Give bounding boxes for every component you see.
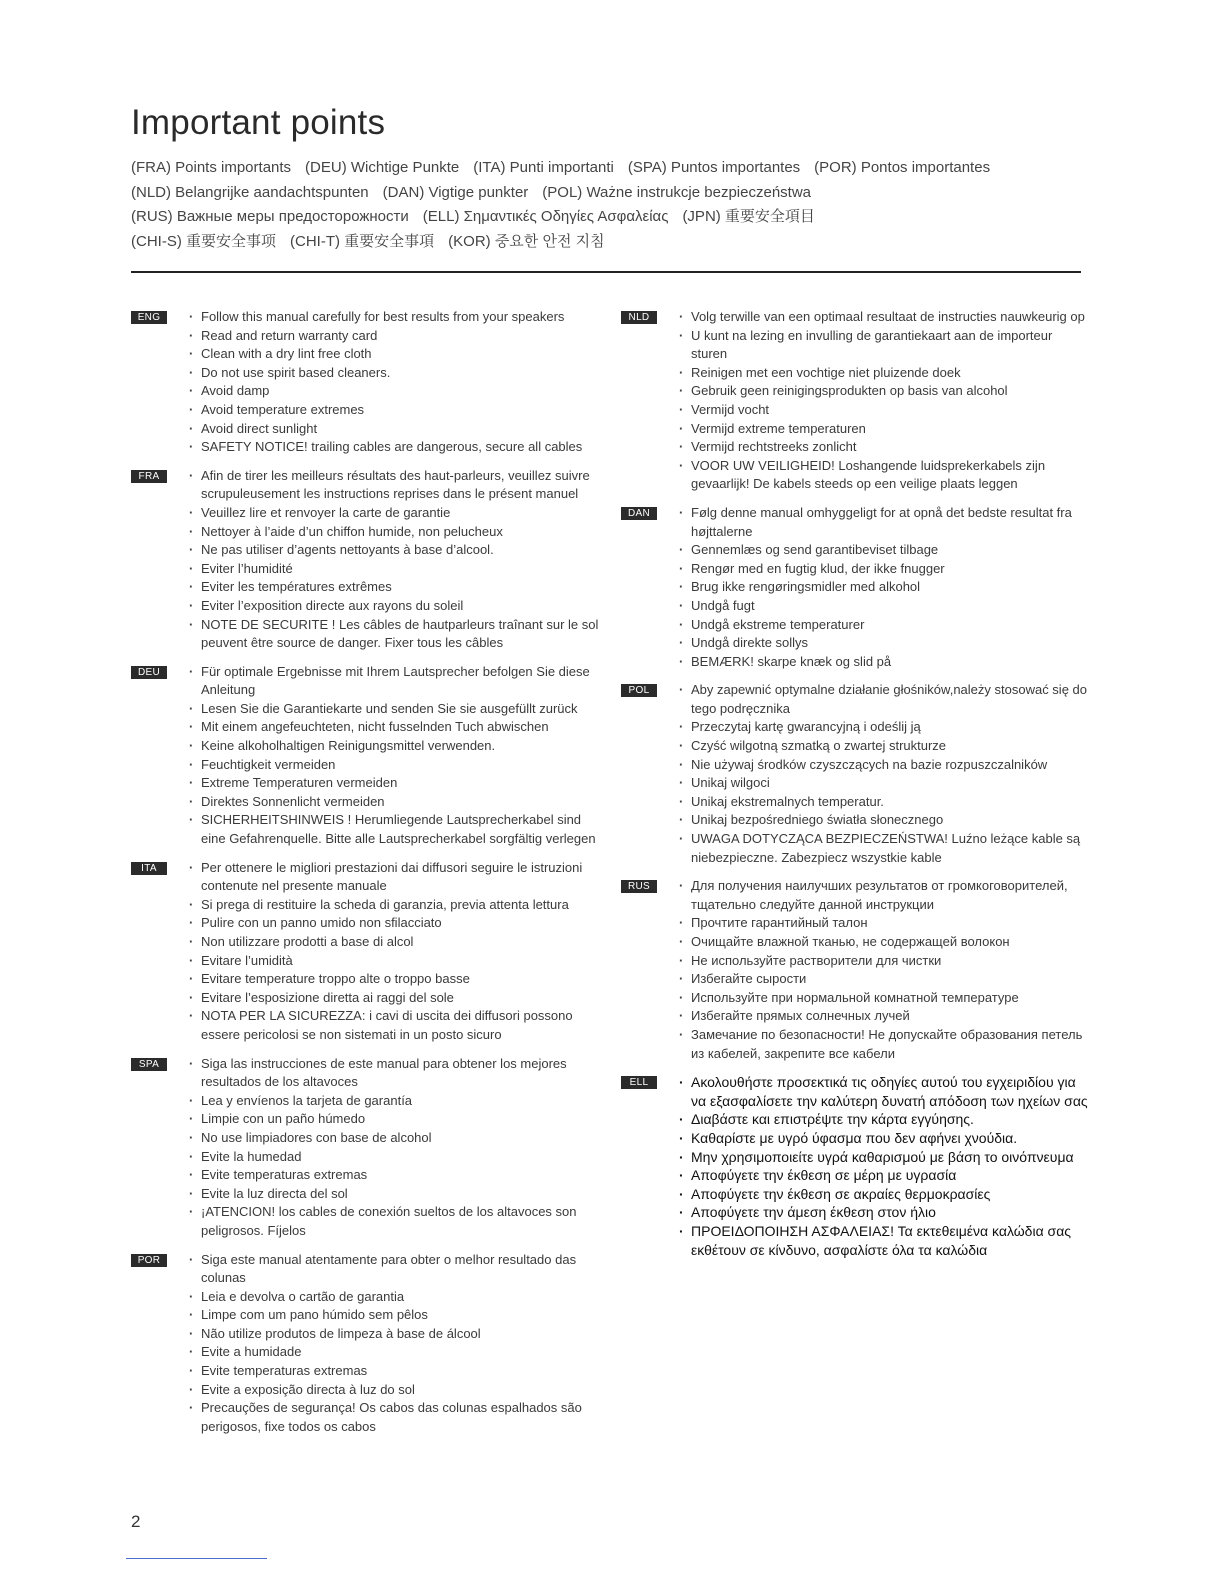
language-code-badge: ENG [131, 311, 167, 324]
instruction-item: · Avoid temperature extremes [189, 401, 601, 420]
instruction-item: · Избегайте сырости [679, 970, 1091, 989]
instruction-item: · Für optimale Ergebnisse mit Ihrem Lautsprecher befolgen Sie diese Anleitung [189, 663, 601, 700]
instruction-item: · ΠΡΟΕΙΔΟΠΟΙΗΣΗ ΑΣΦΑΛΕΙΑΣ! Τα εκτεθειμένα καλώδια σας εκθέτουν σε κίνδυνο, ασφαλίστε όλα τα καλώδια [679, 1222, 1091, 1259]
instruction-item: · Evite temperaturas extremas [189, 1166, 601, 1185]
instruction-item: · Evitare temperature troppo alte o troppo basse [189, 970, 601, 989]
instruction-item: · Evite la luz directa del sol [189, 1185, 601, 1204]
instruction-item: · Følg denne manual omhyggeligt for at opnå det bedste resultat fra højttalerne [679, 504, 1091, 541]
instruction-item: · Unikaj ekstremalnych temperatur. [679, 793, 1091, 812]
instruction-list [679, 308, 1091, 494]
language-title: (DEU) Wichtige Punkte [305, 159, 460, 176]
instruction-item: · Przeczytaj kartę gwarancyjną i odeślij ją [679, 718, 1091, 737]
language-code-badge: ITA [131, 862, 167, 875]
instruction-item: · Ne pas utiliser d’agents nettoyants à base d’alcool. [189, 541, 601, 560]
instruction-item: · Замечание по безопасности! Не допускайте образования петель из кабелей, закрепите все кабели [679, 1026, 1091, 1063]
language-title: (FRA) Points importants [131, 159, 292, 176]
title-divider [131, 271, 1081, 273]
instruction-item: · Evite a exposição directa à luz do sol [189, 1381, 601, 1400]
instruction-item: · Leia e devolva o cartão de garantia [189, 1288, 601, 1307]
language-section-eng [131, 308, 601, 457]
instruction-item: · Gennemlæs og send garantibeviset tilbage [679, 541, 1091, 560]
language-title: (KOR) 중요한 안전 지침 [448, 232, 605, 250]
instruction-item: · Eviter les températures extrêmes [189, 578, 601, 597]
right-column [621, 308, 1091, 1269]
instruction-item: · Evite a humidade [189, 1343, 601, 1362]
instruction-item: · Evite temperaturas extremas [189, 1362, 601, 1381]
instruction-item: · Не используйте растворители для чистки [679, 952, 1091, 971]
language-title-line [131, 205, 1091, 230]
instruction-item: · Mit einem angefeuchteten, nicht fusselnden Tuch abwischen [189, 718, 601, 737]
language-titles [131, 156, 1091, 254]
instruction-list [189, 1055, 601, 1241]
language-section-spa [131, 1055, 601, 1241]
instruction-item: · Rengør med en fugtig klud, der ikke fnugger [679, 560, 1091, 579]
instruction-item: · BEMÆRK! skarpe knæk og slid på [679, 653, 1091, 672]
instruction-item: · Ακολουθήστε προσεκτικά τις οδηγίες αυτού του εγχειριδίου για να εξασφαλίσετε την καλύτερη δυνατή απόδοση των ηχείων σας [679, 1073, 1091, 1110]
instruction-item: · Não utilize produtos de limpeza à base de álcool [189, 1325, 601, 1344]
instruction-item: · Afin de tirer les meilleurs résultats des haut-parleurs, veuillez suivre scrupuleusement les instructions reprises dans le présent manuel [189, 467, 601, 504]
instruction-item: · Avoid damp [189, 382, 601, 401]
instruction-item: · Undgå direkte sollys [679, 634, 1091, 653]
instruction-item: · Vermijd vocht [679, 401, 1091, 420]
language-title-line [131, 230, 1091, 255]
instruction-item: · Используйте при нормальной комнатной температуре [679, 989, 1091, 1008]
language-section-rus [621, 877, 1091, 1063]
instruction-item: · Nie używaj środków czyszczących na bazie rozpuszczalników [679, 756, 1091, 775]
instruction-item: · Feuchtigkeit vermeiden [189, 756, 601, 775]
instruction-item: · ¡ATENCION! los cables de conexión sueltos de los altavoces son peligrosos. Fíjelos [189, 1203, 601, 1240]
instruction-item: · Lea y envíenos la tarjeta de garantía [189, 1092, 601, 1111]
instruction-item: · Brug ikke rengøringsmidler med alkohol [679, 578, 1091, 597]
instruction-item: · Undgå fugt [679, 597, 1091, 616]
language-code-badge: POL [621, 684, 657, 697]
instruction-item: · Evitare l’esposizione diretta ai raggi del sole [189, 989, 601, 1008]
instruction-item: · Evitare l’umidità [189, 952, 601, 971]
instruction-item: · Precauções de segurança! Os cabos das colunas espalhados são perigosos, fixe todos os cabos [189, 1399, 601, 1436]
page-number: 2 [131, 1512, 141, 1531]
instruction-item: · Limpe com um pano húmido sem pêlos [189, 1306, 601, 1325]
instruction-item: · U kunt na lezing en invulling de garantiekaart aan de importeur sturen [679, 327, 1091, 364]
instruction-item: · Siga este manual atentamente para obter o melhor resultado das colunas [189, 1251, 601, 1288]
instruction-item: · Limpie con un paño húmedo [189, 1110, 601, 1129]
language-title-line [131, 156, 1091, 181]
language-section-ell [621, 1073, 1091, 1259]
instruction-item: · No use limpiadores con base de alcohol [189, 1129, 601, 1148]
instruction-list [189, 308, 601, 457]
language-section-dan [621, 504, 1091, 671]
instruction-item: · VOOR UW VEILIGHEID! Loshangende luidsprekerkabels zijn gevaarlijk! De kabels steeds op een veilige plaats leggen [679, 457, 1091, 494]
instruction-item: · Vermijd extreme temperaturen [679, 420, 1091, 439]
language-code-badge: NLD [621, 311, 657, 324]
language-title-line [131, 181, 1091, 206]
instruction-item: · Direktes Sonnenlicht vermeiden [189, 793, 601, 812]
language-title: (RUS) Важные меры предосторожности [131, 208, 409, 225]
language-section-fra [131, 467, 601, 653]
instruction-item: · Czyść wilgotną szmatką o zwartej strukturze [679, 737, 1091, 756]
instruction-item: · Avoid direct sunlight [189, 420, 601, 439]
instruction-item: · Si prega di restituire la scheda di garanzia, previa attenta lettura [189, 896, 601, 915]
instruction-item: · Αποφύγετε την έκθεση σε μέρη με υγρασία [679, 1166, 1091, 1185]
instruction-item: · Μην χρησιμοποιείτε υγρά καθαρισμού με βάση το οινόπνευμα [679, 1148, 1091, 1167]
instruction-item: · Extreme Temperaturen vermeiden [189, 774, 601, 793]
instruction-item: · Pulire con un panno umido non sfilacciato [189, 914, 601, 933]
instruction-item: · Keine alkoholhaltigen Reinigungsmittel verwenden. [189, 737, 601, 756]
instruction-item: · Nettoyer à l’aide d’un chiffon humide, non pelucheux [189, 523, 601, 542]
language-title: (POR) Pontos importantes [814, 159, 991, 176]
left-column [131, 308, 601, 1446]
footer-line [126, 1558, 267, 1559]
instruction-item: · UWAGA DOTYCZĄCA BEZPIECZEŃSTWA! Luźno leżące kable są niebezpieczne. Zabezpiecz wszystkie kable [679, 830, 1091, 867]
language-title: (CHI-S) 重要安全事项 [131, 232, 276, 250]
instruction-item: · Volg terwille van een optimaal resultaat de instructies nauwkeurig op [679, 308, 1091, 327]
instruction-item: · Evite la humedad [189, 1148, 601, 1167]
instruction-item: · Per ottenere le migliori prestazioni dai diffusori seguire le istruzioni contenute nel presente manuale [189, 859, 601, 896]
language-code-badge: RUS [621, 880, 657, 893]
language-title: (ELL) Σημαντικές Οδηγίες Ασφαλείας [422, 208, 669, 225]
instruction-item: · Undgå ekstreme temperaturer [679, 616, 1091, 635]
page-title: Important points [131, 103, 386, 142]
instruction-list [189, 467, 601, 653]
language-section-por [131, 1251, 601, 1437]
instruction-item: · Reinigen met een vochtige niet pluizende doek [679, 364, 1091, 383]
instruction-item: · Aby zapewnić optymalne działanie głośników,należy stosować się do tego podręcznika [679, 681, 1091, 718]
language-code-badge: POR [131, 1254, 167, 1267]
instruction-item: · Veuillez lire et renvoyer la carte de garantie [189, 504, 601, 523]
instruction-item: · Vermijd rechtstreeks zonlicht [679, 438, 1091, 457]
instruction-item: · Gebruik geen reinigingsprodukten op basis van alcohol [679, 382, 1091, 401]
instruction-list [679, 877, 1091, 1063]
instruction-item: · Do not use spirit based cleaners. [189, 364, 601, 383]
instruction-item: · SAFETY NOTICE! trailing cables are dangerous, secure all cables [189, 438, 601, 457]
instruction-item: · Clean with a dry lint free cloth [189, 345, 601, 364]
instruction-item: · Αποφύγετε την έκθεση σε ακραίες θερμοκρασίες [679, 1185, 1091, 1204]
instruction-item: · NOTE DE SECURITE ! Les câbles de hautparleurs traînant sur le sol peuvent être source de danger. Fixer tous les câbles [189, 616, 601, 653]
instruction-item: · SICHERHEITSHINWEIS ! Herumliegende Lautsprecherkabel sind eine Gefahrenquelle. Bitte alle Lautsprecherkabel sorgfältig verlegen [189, 811, 601, 848]
instruction-item: · Διαβάστε και επιστρέψτε την κάρτα εγγύησης. [679, 1110, 1091, 1129]
instruction-item: · NOTA PER LA SICUREZZA: i cavi di uscita dei diffusori possono essere pericolosi se non sistemati in un posto sicuro [189, 1007, 601, 1044]
language-title: (POL) Ważne instrukcje bezpieczeństwa [542, 183, 811, 201]
instruction-item: · Unikaj bezpośredniego światła słonecznego [679, 811, 1091, 830]
language-code-badge: SPA [131, 1058, 167, 1071]
language-section-ita [131, 859, 601, 1045]
language-code-badge: ELL [621, 1076, 657, 1089]
language-title: (SPA) Puntos importantes [627, 159, 801, 176]
instruction-item: · Избегайте прямых солнечных лучей [679, 1007, 1091, 1026]
instruction-item: · Καθαρίστε με υγρό ύφασμα που δεν αφήνει χνούδια. [679, 1129, 1091, 1148]
instruction-item: · Αποφύγετε την άμεση έκθεση στον ήλιο [679, 1203, 1091, 1222]
instruction-item: · Read and return warranty card [189, 327, 601, 346]
instruction-item: · Eviter l’humidité [189, 560, 601, 579]
instruction-item: · Non utilizzare prodotti a base di alcol [189, 933, 601, 952]
language-section-pol [621, 681, 1091, 867]
instruction-list [189, 1251, 601, 1437]
instruction-item: · Eviter l’exposition directe aux rayons du soleil [189, 597, 601, 616]
instruction-item: · Follow this manual carefully for best results from your speakers [189, 308, 601, 327]
instruction-item: · Lesen Sie die Garantiekarte und senden Sie sie ausgefüllt zurück [189, 700, 601, 719]
language-title: (CHI-T) 重要安全事項 [290, 232, 435, 250]
instruction-item: · Для получения наилучших результатов от громкоговорителей, тщательно следуйте данной инструкции [679, 877, 1091, 914]
instruction-list [189, 663, 601, 849]
language-title: (JPN) 重要安全項目 [682, 208, 815, 225]
language-section-nld [621, 308, 1091, 494]
instruction-item: · Siga las instrucciones de este manual para obtener los mejores resultados de los altavoces [189, 1055, 601, 1092]
instruction-list [679, 504, 1091, 671]
language-title: (NLD) Belangrijke aandachtspunten [131, 183, 369, 201]
language-code-badge: DAN [621, 507, 657, 520]
language-code-badge: FRA [131, 470, 167, 483]
instruction-item: · Прочтите гарантийный талон [679, 914, 1091, 933]
language-code-badge: DEU [131, 666, 167, 679]
instruction-list [679, 681, 1091, 867]
language-title: (ITA) Punti importanti [473, 159, 614, 176]
instruction-item: · Unikaj wilgoci [679, 774, 1091, 793]
language-section-deu [131, 663, 601, 849]
instruction-list [189, 859, 601, 1045]
instruction-item: · Очищайте влажной тканью, не содержащей волокон [679, 933, 1091, 952]
instruction-list [679, 1073, 1091, 1259]
language-title: (DAN) Vigtige punkter [382, 183, 529, 201]
